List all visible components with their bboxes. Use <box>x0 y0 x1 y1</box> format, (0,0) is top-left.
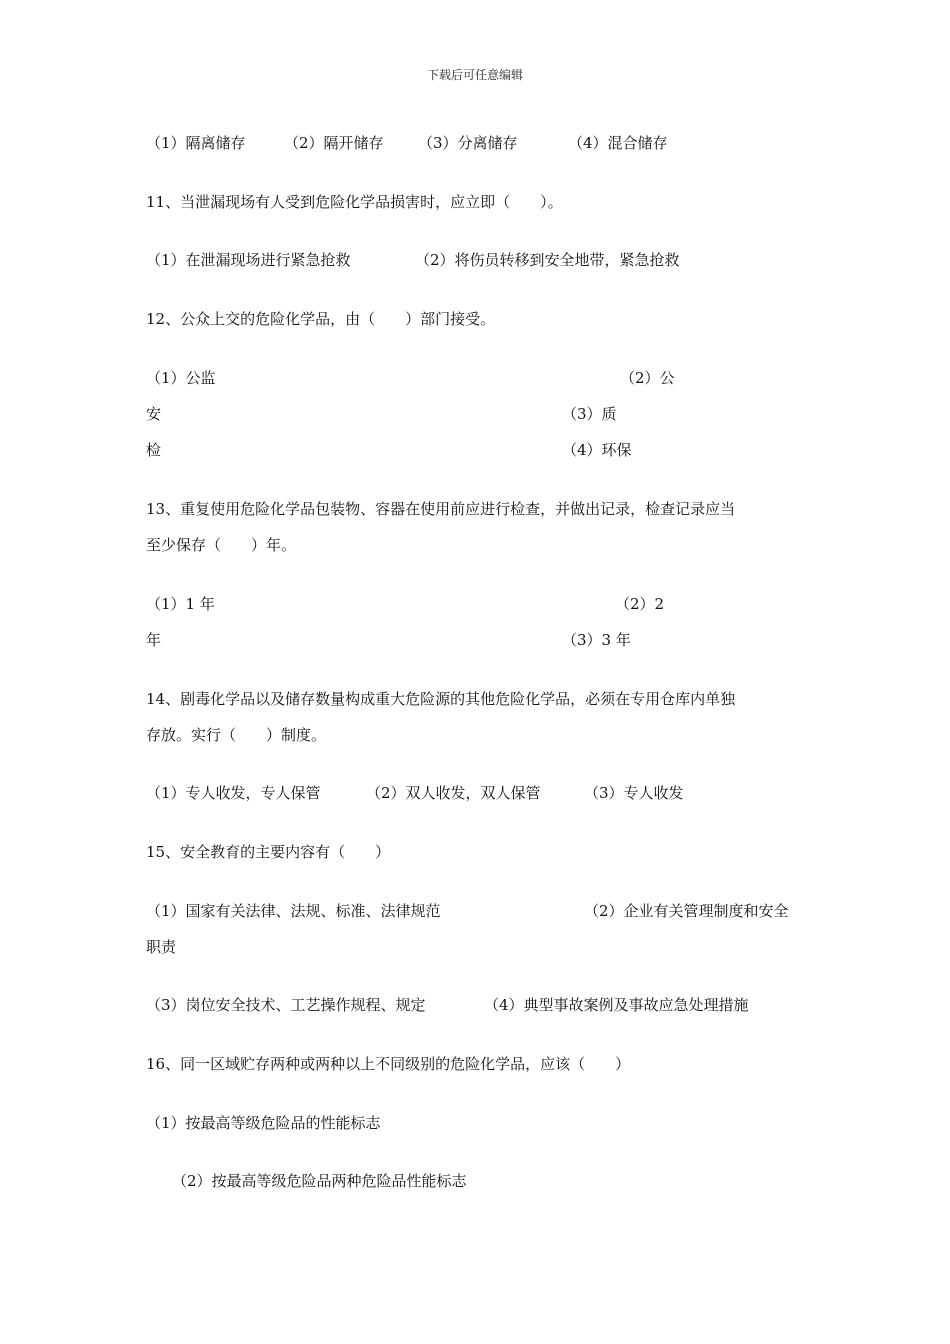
option-text: （2）隔开储存 <box>284 134 384 152</box>
option-text: （2）按最高等级危险品两种危险品性能标志 <box>172 1172 467 1190</box>
wrapped-text: 职责 <box>146 938 177 956</box>
option-text: （2）双人收发，双人保管 <box>366 784 541 802</box>
option-text: （3）专人收发 <box>584 784 684 802</box>
wrapped-text: 安 <box>146 405 162 423</box>
option-text: （4）环保 <box>562 441 632 459</box>
option-text: （1）在泄漏现场进行紧急抢救 <box>146 251 351 269</box>
page-header: 下载后可任意编辑 <box>426 68 523 82</box>
option-text: （1）公监 <box>146 369 216 387</box>
option-text: （1）国家有关法律、法规、标准、法律规范 <box>146 902 441 920</box>
option-text: （1）专人收发，专人保管 <box>146 784 321 802</box>
option-text: （4）混合储存 <box>568 134 668 152</box>
option-text: （3）分离储存 <box>418 134 518 152</box>
question-15: 15、安全教育的主要内容有（ ） <box>146 843 391 861</box>
question-13-cont: 至少保存（ ）年。 <box>146 536 297 554</box>
question-11: 11、当泄漏现场有人受到危险化学品损害时，应立即（ ）。 <box>146 193 563 211</box>
option-text: （1）隔离储存 <box>146 134 246 152</box>
option-text: （2）公 <box>620 369 675 387</box>
question-13: 13、重复使用危险化学品包装物、容器在使用前应进行检查，并做出记录，检查记录应当 <box>146 500 736 518</box>
question-16: 16、同一区域贮存两种或两种以上不同级别的危险化学品，应该（ ） <box>146 1055 631 1073</box>
wrapped-text: 检 <box>146 441 162 459</box>
option-text: （2）将伤员转移到安全地带，紧急抢救 <box>415 251 680 269</box>
option-text: （3）3 年 <box>562 631 631 649</box>
option-text: （3）质 <box>562 405 617 423</box>
option-text: （2）企业有关管理制度和安全 <box>584 902 789 920</box>
option-text: （1）1 年 <box>146 595 215 613</box>
option-text: （1）按最高等级危险品的性能标志 <box>146 1114 381 1132</box>
wrapped-text: 年 <box>146 631 162 649</box>
option-text: （3）岗位安全技术、工艺操作规程、规定 <box>146 996 426 1014</box>
question-14-cont: 存放。实行（ ）制度。 <box>146 726 327 744</box>
option-text: （2）2 <box>615 595 665 613</box>
question-12: 12、公众上交的危险化学品，由（ ）部门接受。 <box>146 310 496 328</box>
question-14: 14、剧毒化学品以及储存数量构成重大危险源的其他危险化学品，必须在专用仓库内单独 <box>146 690 736 708</box>
option-text: （4）典型事故案例及事故应急处理措施 <box>484 996 749 1014</box>
